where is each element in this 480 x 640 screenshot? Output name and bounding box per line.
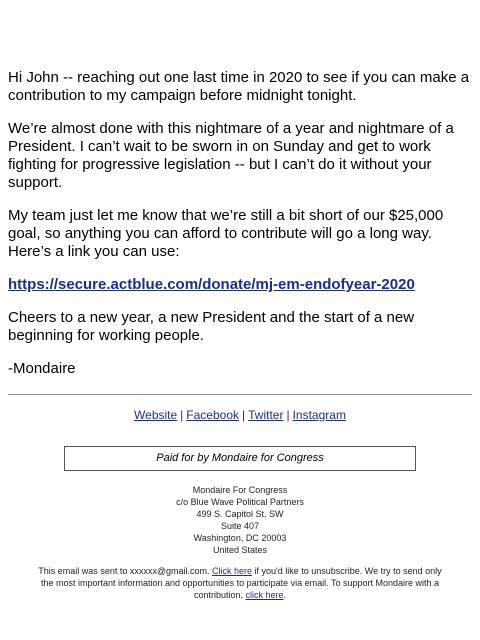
address-line: United States — [212, 545, 268, 555]
footer-text: . — [283, 590, 287, 600]
footer-text: This email was sent to xxxxxx@gmail.com. — [38, 566, 210, 576]
unsubscribe-link[interactable]: Click here — [212, 566, 253, 576]
signoff: -Mondaire — [8, 360, 76, 377]
donate-link[interactable]: https://secure.actblue.com/donate/mj-em-endofyear-2020 — [8, 276, 415, 293]
address-line: 499 S. Capitol St. SW — [196, 509, 284, 519]
website-link[interactable]: Website — [134, 408, 178, 422]
address-line: Washington, DC 20003 — [193, 533, 287, 543]
address-line: Suite 407 — [220, 521, 260, 531]
social-links — [0, 407, 480, 423]
divider — [8, 394, 472, 395]
instagram-link[interactable]: Instagram — [292, 408, 346, 422]
address-line: Mondaire For Congress — [192, 485, 288, 495]
unsubscribe-footer — [36, 565, 444, 601]
twitter-link[interactable]: Twitter — [248, 408, 284, 422]
mailing-address — [0, 484, 480, 556]
donate-link-paragraph — [8, 276, 472, 294]
footer-text: if you'd like to unsubscribe. We try to send only the most important information and opportunities to participate via email. To support Mondaire with a contribution, — [40, 566, 442, 600]
separator: | — [242, 408, 246, 422]
message-paragraph: We’re almost done with this nightmare of a year and nightmare of a President. I can’t wait to be sworn in on Sunday and get to work fighting for progressive legislation -- but I can’t do it without your support. — [8, 120, 454, 191]
goal-paragraph: My team just let me know that we’re still a bit short of our $25,000 goal, so anything you can afford to contribute will go a long way. Here’s a link you can use: — [8, 207, 444, 260]
closing-paragraph: Cheers to a new year, a new President and the start of a new beginning for working people. — [8, 309, 415, 344]
address-line: c/o Blue Wave Political Partners — [176, 497, 304, 507]
greeting-paragraph: Hi John -- reaching out one last time in 2020 to see if you can make a contribution to my campaign before midnight tonight. — [8, 69, 470, 104]
email-body — [8, 69, 472, 393]
contribute-link[interactable]: click here — [245, 590, 284, 600]
paid-for-disclaimer: Paid for by Mondaire for Congress — [64, 446, 416, 471]
separator: | — [286, 408, 290, 422]
facebook-link[interactable]: Facebook — [186, 408, 239, 422]
separator: | — [180, 408, 184, 422]
